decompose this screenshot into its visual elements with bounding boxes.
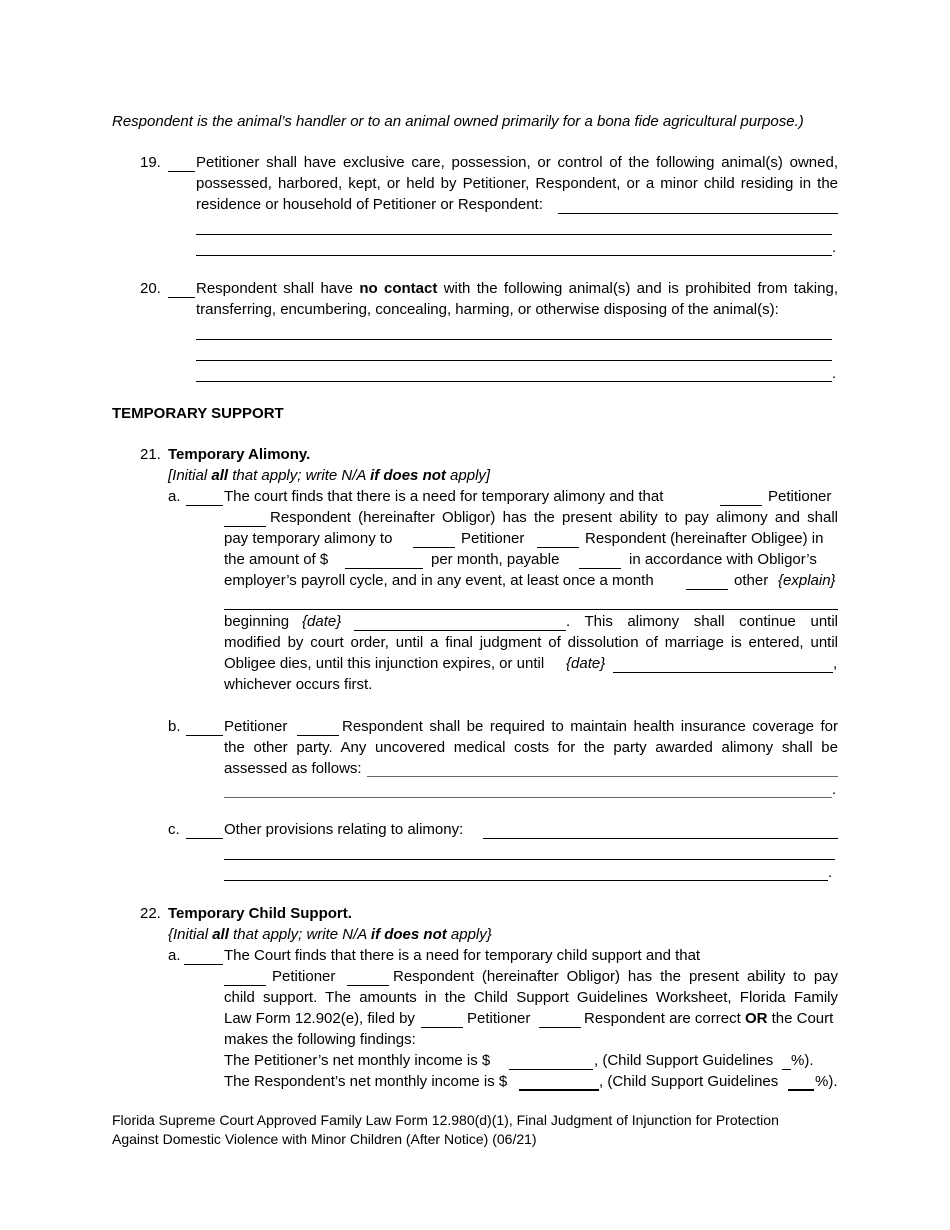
item22a-letter: a. xyxy=(168,947,181,964)
item22a-respondent-percent-blank[interactable] xyxy=(788,1089,814,1091)
item21c-provisions-blank-2[interactable] xyxy=(224,859,835,860)
item22a-initial-blank[interactable] xyxy=(184,964,223,965)
item21a-petitioner-obligor-blank[interactable] xyxy=(720,505,762,506)
item20-animal-blank-3[interactable] xyxy=(196,381,832,382)
item21a-l8-date: {date} xyxy=(566,655,606,672)
item19-animal-blank-3[interactable] xyxy=(196,255,832,256)
item19-number: 19. xyxy=(140,154,161,171)
item21a-amount-blank[interactable] xyxy=(345,568,423,569)
item22a-petitioner-percent-blank[interactable] xyxy=(782,1069,791,1070)
item21c-provisions-blank-1[interactable] xyxy=(483,838,838,839)
footer-line1: Florida Supreme Court Approved Family Law Form 12.980(d)(1), Final Judgment of Injunction for Protection xyxy=(112,1112,779,1128)
item22-title: Temporary Child Support. xyxy=(168,905,352,922)
item21b-assessed-blank-2[interactable] xyxy=(224,797,832,798)
item22a-respondent-obligor-blank[interactable] xyxy=(347,985,389,986)
item19-initial-blank[interactable] xyxy=(168,171,195,172)
item20-line2: transferring, encumbering, concealing, harming, or otherwise disposing of the animal(s): xyxy=(196,301,779,318)
item21b-l2: the other party. Any uncovered medical costs for the party awarded alimony shall be xyxy=(224,739,838,756)
item20-line1: Respondent shall have no contact with the following animal(s) and is prohibited from taking, xyxy=(196,280,838,297)
item21a-l4-amount-label: the amount of $ xyxy=(224,551,329,568)
item21a-respondent-obligor-blank[interactable] xyxy=(224,526,266,527)
item21a-begin-date-blank[interactable] xyxy=(354,630,566,631)
item21a-l9: whichever occurs first. xyxy=(224,676,373,693)
item21a-l3-petitioner: Petitioner xyxy=(461,530,525,547)
item20-initial-blank[interactable] xyxy=(168,297,195,298)
item21b-assessed-blank-1[interactable] xyxy=(367,776,838,777)
item22a-petitioner-income-blank[interactable] xyxy=(509,1069,593,1070)
item21a-l2: Respondent (hereinafter Obligor) has the present ability to pay alimony and shall xyxy=(270,509,838,526)
item21a-l5-explain: {explain} xyxy=(778,572,836,589)
item21-number: 21. xyxy=(140,446,161,463)
item20-number: 20. xyxy=(140,280,161,297)
item21a-letter: a. xyxy=(168,488,181,505)
item21a-l1-petitioner: Petitioner xyxy=(768,488,832,505)
item22a-l6-percent: %). xyxy=(791,1052,814,1069)
item20-animal-blank-2[interactable] xyxy=(196,360,832,361)
item21a-l1-text: The court finds that there is a need for temporary alimony and that xyxy=(224,488,664,505)
item22a-respondent-income-blank[interactable] xyxy=(519,1089,599,1091)
item21a-initial-blank[interactable] xyxy=(186,505,223,506)
item21b-end-period: . xyxy=(832,781,837,798)
item21a-l7: modified by court order, until a final judgment of dissolution of marriage is entered, until xyxy=(224,634,838,651)
item22a-l4-filed-by: Law Form 12.902(e), filed by xyxy=(224,1010,415,1027)
item19-animal-blank-2[interactable] xyxy=(196,234,832,235)
item21a-l3-text: pay temporary alimony to xyxy=(224,530,393,547)
intro-line: Respondent is the animal’s handler or to an animal owned primarily for a bona fide agricultural purpose.) xyxy=(112,113,804,130)
item21b-l3: assessed as follows: xyxy=(224,760,362,777)
item21a-l5-text: employer’s payroll cycle, and in any event, at least once a month xyxy=(224,572,654,589)
item22a-l5: makes the following findings: xyxy=(224,1031,416,1048)
footer-line2: Against Domestic Violence with Minor Children (After Notice) (06/21) xyxy=(112,1131,537,1147)
item19-line2: possessed, harbored, kept, or held by Petitioner, Respondent, or a minor child residing in the xyxy=(196,175,838,192)
item19-animal-blank-1[interactable] xyxy=(558,213,838,214)
item22a-worksheet-respondent-blank[interactable] xyxy=(539,1027,581,1028)
item21a-payroll-blank[interactable] xyxy=(579,568,621,569)
item22a-l4-petitioner: Petitioner xyxy=(467,1010,531,1027)
item22a-l6-petitioner-income: The Petitioner’s net monthly income is $ xyxy=(224,1052,491,1069)
item21a-l6-continue: . This alimony shall continue until xyxy=(566,613,838,630)
item21b-petitioner-blank[interactable] xyxy=(186,735,223,736)
item21c-l1: Other provisions relating to alimony: xyxy=(224,821,464,838)
item19-line3: residence or household of Petitioner or Respondent: xyxy=(196,196,543,213)
item22a-worksheet-petitioner-blank[interactable] xyxy=(421,1027,463,1028)
item21a-l8-text: Obligee dies, until this injunction expires, or until xyxy=(224,655,545,672)
item22a-l6-guidelines: , (Child Support Guidelines xyxy=(594,1052,774,1069)
item21a-l5-other: other xyxy=(734,572,769,589)
item21a-explain-blank[interactable] xyxy=(224,609,838,610)
item21c-end-period: . xyxy=(828,864,833,881)
item21a-l4-per-month: per month, payable xyxy=(431,551,560,568)
item22-number: 22. xyxy=(140,905,161,922)
item20-animal-blank-1[interactable] xyxy=(196,339,832,340)
item22a-l2: Respondent (hereinafter Obligor) has the present ability to pay xyxy=(393,968,838,985)
item21a-petitioner-obligee-blank[interactable] xyxy=(413,547,455,548)
item22a-l4-correct: Respondent are correct OR the Court xyxy=(584,1010,834,1027)
section-heading-temporary-support: TEMPORARY SUPPORT xyxy=(112,405,284,422)
item22a-l7-percent: %). xyxy=(815,1073,838,1090)
item19-end-period: . xyxy=(832,239,837,256)
item21b-respondent-blank[interactable] xyxy=(297,735,339,736)
item21a-l6-date: {date} xyxy=(302,613,342,630)
item21-title: Temporary Alimony. xyxy=(168,446,311,463)
item21a-monthly-blank[interactable] xyxy=(686,589,728,590)
item22a-l7-guidelines: , (Child Support Guidelines xyxy=(599,1073,779,1090)
item21a-l8-comma: , xyxy=(833,655,838,672)
item22a-l7-respondent-income: The Respondent’s net monthly income is $ xyxy=(224,1073,508,1090)
item20-end-period: . xyxy=(832,365,837,382)
item21a-l6-beginning: beginning xyxy=(224,613,290,630)
item21a-l4-payroll: in accordance with Obligor’s xyxy=(629,551,817,568)
item19-line1: Petitioner shall have exclusive care, possession, or control of the following animal(s) owned, xyxy=(196,154,838,171)
item21c-letter: c. xyxy=(168,821,180,838)
item22a-l3: child support. The amounts in the Child Support Guidelines Worksheet, Florida Family xyxy=(224,989,838,1006)
item22-instruction: {Initial all that apply; write N/A if does not apply} xyxy=(168,926,492,943)
item21c-initial-blank[interactable] xyxy=(186,838,223,839)
item21-instruction: [Initial all that apply; write N/A if does not apply] xyxy=(168,467,491,484)
item21a-respondent-obligee-blank[interactable] xyxy=(537,547,579,548)
item22a-petitioner-obligor-blank[interactable] xyxy=(224,985,266,986)
item22a-l1: The Court finds that there is a need for temporary child support and that xyxy=(224,947,701,964)
item21b-letter: b. xyxy=(168,718,181,735)
item21c-provisions-blank-3[interactable] xyxy=(224,880,828,881)
item22a-l2-petitioner: Petitioner xyxy=(272,968,336,985)
item21a-until-date-blank[interactable] xyxy=(613,672,833,673)
item21a-l3-respondent: Respondent (hereinafter Obligee) in xyxy=(585,530,824,547)
item21b-l1: Respondent shall be required to maintain health insurance coverage for xyxy=(342,718,838,735)
item21b-l1-petitioner: Petitioner xyxy=(224,718,288,735)
